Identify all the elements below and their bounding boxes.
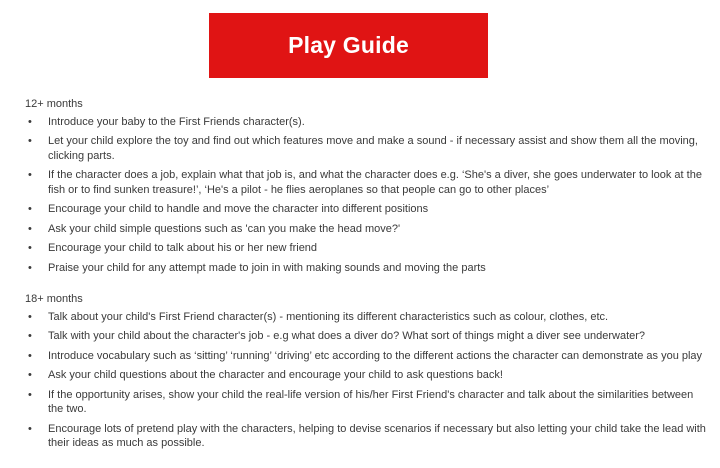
play-guide-content — [25, 97, 710, 451]
bullet-item — [25, 241, 710, 256]
bullet-icon: • — [28, 369, 32, 381]
bullet-text: Praise your child for any attempt made to join in with making sounds and moving the parts — [48, 261, 486, 274]
bullet-text: Introduce vocabulary such as ‘sitting’ ‘running’ ‘driving’ etc according to the different actions the character can demonstrate as you play — [48, 349, 703, 362]
bullet-item — [25, 368, 710, 383]
page-title: Play Guide — [288, 32, 409, 58]
section-heading: 18+ months — [25, 293, 83, 305]
bullet-text: Introduce your baby to the First Friends character(s). — [48, 115, 305, 128]
play-guide-banner — [209, 13, 488, 78]
bullet-text: Encourage your child to handle and move the character into different positions — [48, 203, 429, 215]
bullet-text: Talk with your child about the character's job - e.g what does a diver do? What sort of things might a diver see underwater? — [48, 330, 646, 342]
bullet-icon: • — [28, 310, 32, 323]
bullet-item — [25, 134, 710, 163]
bullet-item — [25, 388, 710, 417]
bullet-list-18-months — [25, 310, 710, 451]
bullet-icon: • — [28, 261, 32, 274]
bullet-text: If the character does a job, explain what that job is, and what the character does e.g. ‘She's a diver, she goes underwater to look at the fish or to find sunken treasure!’, ‘He's a pilot - he flies aeroplanes so that people can go to other places’ — [48, 169, 702, 196]
bullet-icon: • — [28, 242, 32, 254]
bullet-text: Encourage lots of pretend play with the characters, helping to devise scenarios if necessary but also letting your child take the lead with their ideas as much as possible. — [48, 422, 706, 449]
bullet-item — [25, 329, 710, 344]
bullet-item — [25, 422, 710, 451]
bullet-text: Ask your child simple questions such as 'can you make the head move?' — [48, 222, 401, 235]
section-heading: 12+ months — [25, 98, 83, 110]
bullet-text: Talk about your child's First Friend character(s) - mentioning its different characteristics such as colour, clothes, etc. — [48, 310, 609, 323]
bullet-item — [25, 222, 710, 237]
bullet-list-12-months — [25, 115, 710, 276]
bullet-text: Let your child explore the toy and find out which features move and make a sound - if necessary assist and show them all the moving, clicking parts. — [48, 135, 698, 162]
section-12-months — [25, 97, 710, 275]
bullet-icon: • — [28, 330, 32, 342]
bullet-item — [25, 261, 710, 276]
bullet-icon: • — [28, 422, 32, 435]
bullet-text: Ask your child questions about the character and encourage your child to ask questions back! — [48, 369, 503, 381]
bullet-icon: • — [28, 349, 32, 362]
bullet-item — [25, 115, 710, 130]
section-18-months — [25, 292, 710, 451]
bullet-icon: • — [28, 388, 32, 401]
bullet-text: Encourage your child to talk about his or her new friend — [48, 242, 318, 254]
bullet-icon: • — [28, 135, 32, 147]
bullet-icon: • — [28, 203, 32, 215]
bullet-item — [25, 349, 710, 364]
bullet-item — [25, 310, 710, 325]
bullet-icon: • — [28, 115, 32, 128]
bullet-text: If the opportunity arises, show your child the real-life version of his/her First Friend's character and talk about the similarities between the two. — [48, 388, 694, 415]
bullet-icon: • — [28, 169, 32, 181]
bullet-icon: • — [28, 222, 32, 235]
bullet-item — [25, 202, 710, 217]
bullet-item — [25, 168, 710, 197]
